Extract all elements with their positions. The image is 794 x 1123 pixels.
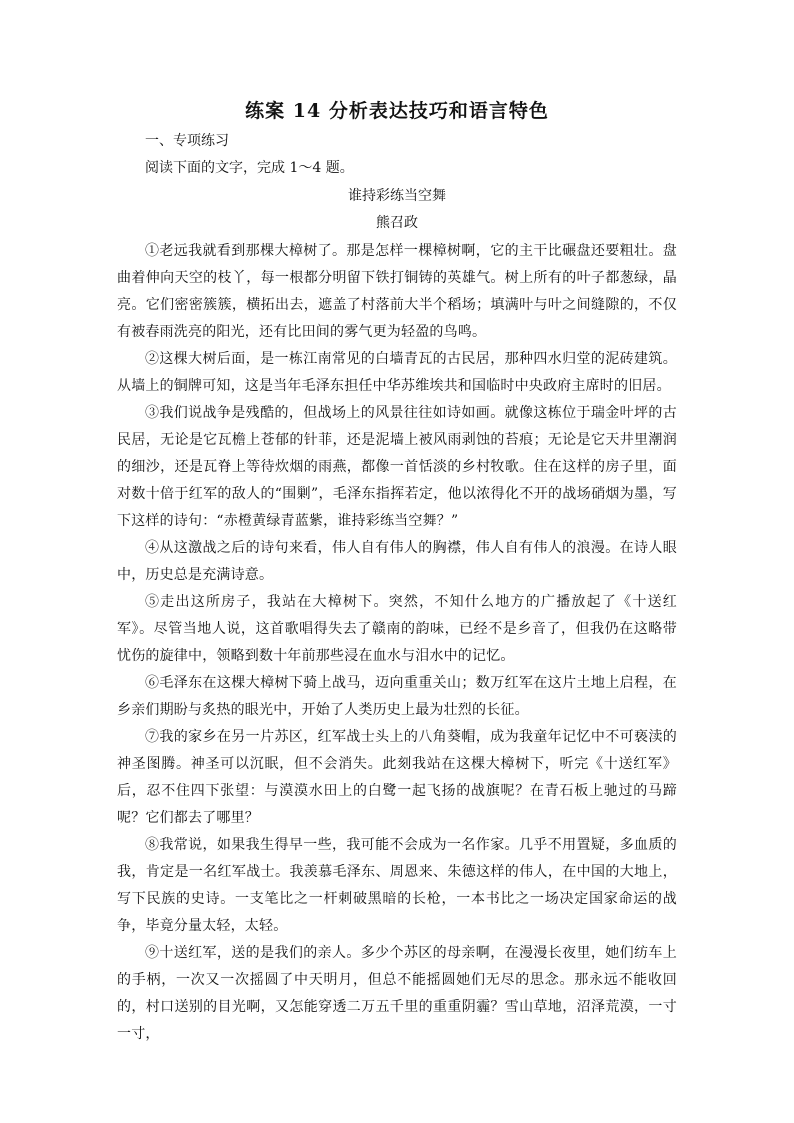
article-body xyxy=(117,238,677,1048)
paragraph-9: ⑨十送红军，送的是我们的亲人。多少个苏区的母亲啊，在漫漫长夜里，她们纺车上的手柄，一次又一次摇圆了中天明月，但总不能摇圆她们无尽的思念。那永远不能收回的，村口送别的目光啊，又怎能穿透二万五千里的重重阴霾？雪山草地，沼泽荒漠，一寸一寸， xyxy=(117,945,677,1042)
paragraph-4: ④从这激战之后的诗句来看，伟人自有伟人的胸襟，伟人自有伟人的浪漫。在诗人眼中，历史总是充满诗意。 xyxy=(117,540,677,583)
paragraph-3: ③我们说战争是残酷的，但战场上的风景往往如诗如画。就像这栋位于瑞金叶坪的古民居，无论是它瓦檐上苍郁的针菲，还是泥墙上被风雨剥蚀的苔痕；无论是它天井里潮润的细沙，还是瓦脊上等待炊烟的雨燕，都像一首恬淡的乡村牧歌。住在这样的房子里，面对数十倍于红军的敌人的“围剿”，毛泽东指挥若定，他以浓得化不开的战场硝烟为墨，写下这样的诗句：“赤橙黄绿青蓝紫，谁持彩练当空舞？” xyxy=(117,405,677,529)
paragraph-8: ⑧我常说，如果我生得早一些，我可能不会成为一名作家。几乎不用置疑，多血质的我，肯定是一名红军战士。我羡慕毛泽东、周恩来、朱德这样的伟人，在中国的大地上，写下民族的史诗。一支笔比之一杆刺破黑暗的长枪，一本书比之一场决定国家命运的战争，毕竟分量太轻，太轻。 xyxy=(117,837,677,934)
paragraph-7: ⑦我的家乡在另一片苏区，红军战士头上的八角葵帽，成为我童年记忆中不可亵渎的神圣图腾。神圣可以沉眠，但不会消失。此刻我站在这棵大樟树下，听完《十送红军》后，忍不住四下张望：与漠漠水田上的白鹭一起飞扬的战旗呢？在青石板上驰过的马蹄呢？它们都去了哪里？ xyxy=(117,729,677,826)
paragraph-6: ⑥毛泽东在这棵大樟树下骑上战马，迈向重重关山；数万红军在这片土地上启程，在乡亲们期盼与炙热的眼光中，开始了人类历史上最为壮烈的长征。 xyxy=(117,675,677,718)
page-title: 练案 14 分析表达技巧和语言特色 xyxy=(245,100,549,122)
instruction-text: 阅读下面的文字，完成 1～4 题。 xyxy=(145,160,354,176)
section-heading: 一、专项练习 xyxy=(145,133,229,149)
paragraph-2: ②这棵大树后面，是一栋江南常见的白墙青瓦的古民居，那种四水归堂的泥砖建筑。从墙上的铜牌可知，这是当年毛泽东担任中华苏维埃共和国临时中央政府主席时的旧居。 xyxy=(117,351,677,394)
paragraph-1: ①老远我就看到那棵大樟树了。那是怎样一棵樟树啊，它的主干比碾盘还要粗壮。盘曲着伸向天空的枝丫，每一根都分明留下铁打铜铸的英雄气。树上所有的叶子都葱绿，晶亮。它们密密簇簇，横拓出去，遮盖了村落前大半个稻场；填满叶与叶之间缝隙的，不仅有被春雨洗亮的阳光，还有比田间的雾气更为轻盈的鸟鸣。 xyxy=(117,243,677,340)
article-author: 熊召政 xyxy=(376,215,418,231)
paragraph-5: ⑤走出这所房子，我站在大樟树下。突然，不知什么地方的广播放起了《十送红军》。尽管当地人说，这首歌唱得失去了赣南的韵味，已经不是乡音了，但我仍在这略带忧伤的旋律中，领略到数十年前那些浸在血水与泪水中的记忆。 xyxy=(117,594,677,664)
article-title: 谁持彩练当空舞 xyxy=(348,188,446,204)
